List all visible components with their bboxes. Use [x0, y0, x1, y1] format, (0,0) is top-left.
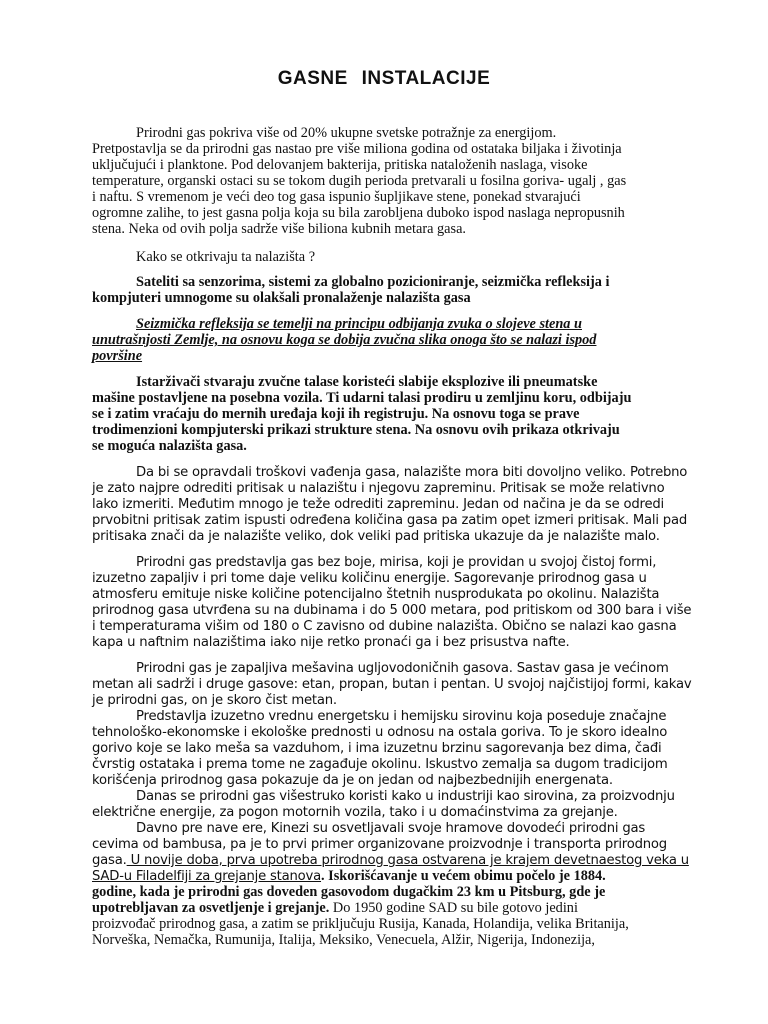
text-run: upotrebljavan za osvetljenje i grejanje.: [92, 900, 330, 916]
text-run: gorivo koje se lako meša sa vazduhom, i ima izuzetnu brzinu sagorevanja bez dima, čađi: [92, 741, 662, 756]
text-line: [136, 125, 556, 141]
text-line: [136, 708, 666, 725]
text-run: uključujući i planktone. Pod delovanjem bakterija, pritiska nataloženih naslaga, visoke: [92, 157, 588, 173]
text-line: [92, 157, 588, 173]
text-run: stena. Neka od ovih polja sadrže više biliona kubnih metara gasa.: [92, 221, 466, 237]
text-line: [92, 480, 664, 497]
text-line: [92, 586, 659, 603]
text-run: Prirodni gas je zapaljiva mešavina ugljovodoničnih gasova. Sastav gasa je većinom: [136, 661, 669, 676]
text-line: [92, 634, 570, 651]
text-line: [92, 332, 596, 348]
text-line: [92, 422, 620, 438]
text-line: [92, 676, 691, 693]
text-run: se moguća nalazišta gasa.: [92, 438, 247, 454]
text-run: Da bi se opravdali troškovi vađenja gasa, nalazište mora biti dovoljno veliko. Potrebno: [136, 465, 688, 480]
text-line: [92, 804, 618, 821]
text-run: prvobitni pritisak zatim ispusti određena količina gasa pa zatim opet izmeri pritisak. Mali pad: [92, 513, 688, 528]
text-line: [92, 438, 247, 454]
text-line: [92, 512, 687, 529]
text-line: [136, 374, 597, 390]
text-line: [92, 221, 466, 237]
text-run: Norveška, Nemačka, Rumunija, Italija, Meksiko, Venecuela, Alžir, Nigerija, Indonezija,: [92, 932, 595, 948]
text-run: se i zatim vraćaju do mernih uređaja koji ih registruju. Na osnovu toga se prave: [92, 406, 580, 422]
text-line: [92, 932, 595, 948]
text-line: [92, 618, 676, 635]
text-run: mašine postavljene na posebna vozila. Ti udarni talasi prodiru u zemljinu koru, odbijaju: [92, 390, 632, 406]
text-run: atmosferu emituje niske količine potencijalno štetnih nusprodukata po okolinu. Nalazišta: [92, 587, 660, 602]
text-run: i naftu. S vremenom je veći deo tog gasa ispunio šupljikave stene, ponekad stvarajući: [92, 189, 581, 205]
text-run: cevima od bambusa, pa je to prvi primer organizovane proizvodnje i transporta prirodnog: [92, 837, 667, 852]
text-run: Seizmička refleksija se temelji na principu odbijanja zvuka o slojeve stena u: [136, 316, 582, 332]
text-line: [92, 756, 668, 773]
text-line: [92, 496, 664, 513]
text-line: [92, 141, 622, 157]
text-run: Sateliti sa senzorima, sistemi za globalno pozicioniranje, seizmička refleksija i: [136, 274, 610, 290]
text-line: [92, 724, 667, 741]
text-line: [92, 740, 662, 757]
text-line: [136, 788, 675, 805]
text-run: Davno pre nave ere, Kinezi su osvetljavali svoje hramove dovodeći prirodni gas: [136, 821, 646, 836]
text-run: tehnološko-ekonomske i ekološke prednosti u odnosu na ostala goriva. To je skoro idealno: [92, 725, 668, 740]
text-run: je prirodni gas, on je skoro čist metan.: [92, 693, 337, 708]
text-run: izuzetno zapaljiv i pri tome daje veliku količinu energije. Sagorevanje prirodnog gasa u: [92, 571, 647, 586]
text-run: čvrstig ostataka i prema tome ne zagađuje okolinu. Iskustvo zemalja sa dugom tradicijom: [92, 757, 668, 772]
text-run: površine: [92, 348, 143, 364]
text-line: [92, 348, 142, 364]
text-run: Kako se otkrivaju ta nalazišta ?: [136, 249, 316, 265]
text-line: [92, 173, 626, 189]
text-line: [92, 528, 660, 545]
text-line: [92, 868, 606, 885]
text-run: gasa.: [92, 853, 127, 868]
text-line: [136, 274, 609, 290]
text-run: Prirodni gas predstavlja gas bez boje, mirisa, koji je providan u svojoj čistoj formi,: [136, 555, 657, 570]
text-run: Do 1950 godine SAD su bile gotovo jedini: [329, 900, 578, 916]
text-line: [92, 884, 605, 900]
text-run: i temperaturama višim od 180 o C zavisno od dubine nalazišta. Obično se nalazi kao gasna: [92, 619, 677, 634]
text-line: [92, 836, 667, 853]
document-title: GASNE INSTALACIJE: [277, 68, 491, 89]
text-run: trodimenzioni kompjuterski prikazi strukture stena. Na osnovu ovih prikaza otkrivaju: [92, 422, 620, 438]
text-run: Istarživači stvaraju zvučne talase koristeći slabije eksplozive ili pneumatske: [136, 374, 598, 390]
text-run: kompjuteri umnogome su olakšali pronalaženje nalazišta gasa: [92, 290, 471, 306]
text-run: lako izmeriti. Međutim mnogo je teže odrediti zapreminu. Jedan od načina je da se odredi: [92, 497, 665, 512]
text-run: električne energije, za pogon motornih vozila, tako i u domaćinstvima za grejanje.: [92, 805, 618, 820]
text-run: Prirodni gas pokriva više od 20% ukupne svetske potražnje za energijom.: [136, 125, 557, 141]
text-line: [92, 390, 631, 406]
text-line: [92, 852, 689, 869]
text-line: [136, 316, 582, 332]
text-run: proizvođač prirodnog gasa, a zatim se priključuju Rusija, Kanada, Holandija, velika Britanija,: [92, 916, 629, 932]
text-run: . Iskorišćavanje u većem obimu počelo je 1884.: [321, 868, 606, 884]
text-line: [92, 692, 337, 709]
text-line: [92, 602, 691, 619]
text-line: [136, 660, 669, 677]
text-run: unutrašnjosti Zemlje, na osnovu koga se dobija zvučna slika onoga što se nalazi ispod: [92, 332, 597, 348]
text-run: SAD-u Filadelfiji za grejanje stanova: [92, 869, 322, 884]
text-run: je zato najpre odrediti pritisak u nalazištu i njegovu zapreminu. Pritisak se može relativno: [92, 481, 665, 496]
text-run: pritisaka znači da je nalazište veliko, dok veliki pad pritiska ukazuje da je nalazište malo.: [92, 529, 660, 544]
text-line: [92, 772, 613, 789]
text-run: U novije doba, prva upotreba prirodnog gasa ostvarena je krajem devetnaestog veka u: [126, 853, 689, 868]
text-line: [92, 189, 581, 205]
text-line: [92, 916, 629, 932]
text-run: Pretpostavlja se da prirodni gas nastao pre više miliona godina od ostataka biljaka i životinja: [92, 141, 622, 157]
text-line: [92, 406, 580, 422]
text-line: [136, 464, 687, 481]
text-run: prirodnog gasa utvrđena su na dubinama i do 5 000 metara, pod pritiskom od 300 bara i više: [92, 603, 692, 618]
text-run: korišćenja prirodnog gasa pokazuje da je on jedan od najbezbednijih energenata.: [92, 773, 613, 788]
text-run: ogromne zalihe, to jest gasna polja koja su bila zarobljena duboko ispod naslaga nepropusnih: [92, 205, 625, 221]
text-run: Danas se prirodni gas višestruko koristi kako u industriji kao sirovina, za proizvodnju: [136, 789, 675, 804]
text-run: godine, kada je prirodni gas doveden gasovodom dugačkim 23 km u Pitsburg, gde je: [92, 884, 606, 900]
text-line: [136, 820, 645, 837]
text-line: [136, 249, 315, 265]
text-line: [92, 900, 578, 916]
text-line: [92, 570, 647, 587]
text-line: [136, 554, 656, 571]
text-line: [92, 205, 625, 221]
text-run: metan ali sadrži i druge gasove: etan, propan, butan i pentan. U svojoj najčistijoj formi, kakav: [92, 677, 692, 692]
text-run: temperature, organski ostaci su se tokom dugih perioda pretvarali u fosilna goriva- ugalj , gas: [92, 173, 627, 189]
text-run: kapa u naftnim nalazištima iako nije retko pronaći ga i bez prisustva nafte.: [92, 635, 570, 650]
text-run: Predstavlja izuzetno vrednu energetsku i hemijsku sirovinu koja poseduje značajne: [136, 709, 667, 724]
text-line: [92, 290, 471, 306]
